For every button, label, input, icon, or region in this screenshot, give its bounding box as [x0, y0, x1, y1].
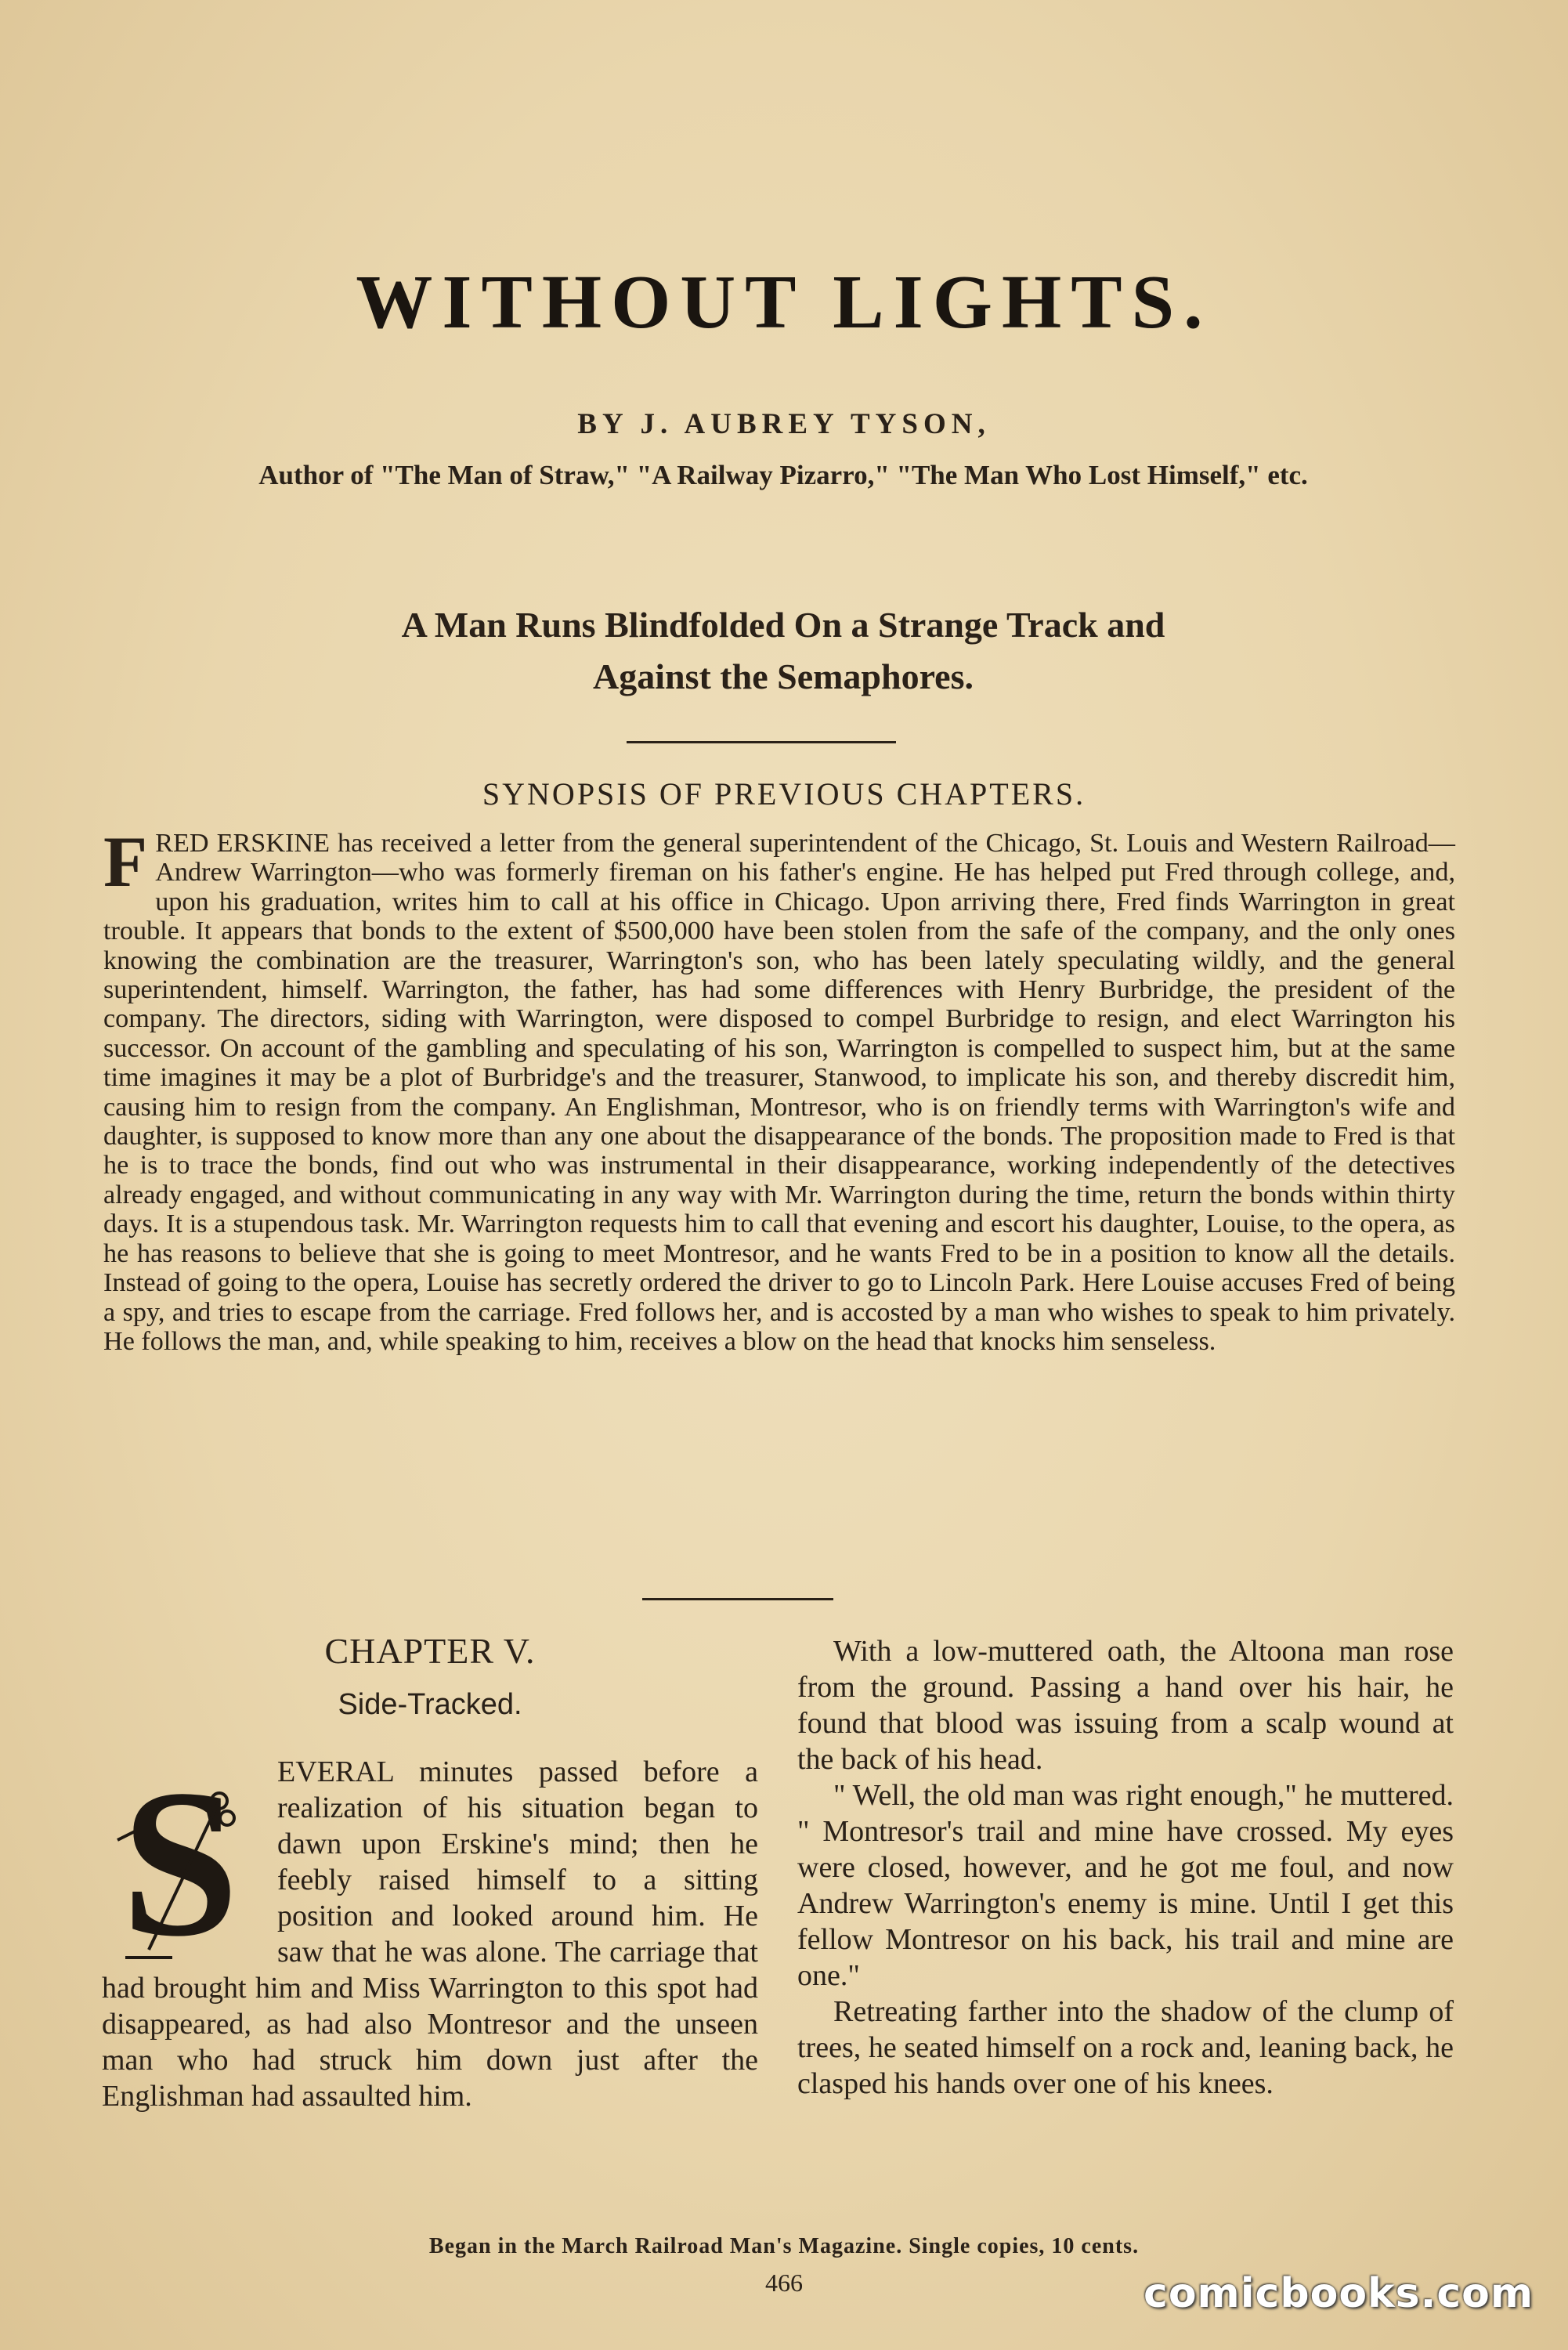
chapter-paragraph-1: EVERAL minutes passed before a realization of his situation began to dawn upon Erskine's mind; then he feebly raised himself to a sitting position and looked around him. He saw that he was alone. The carriage that had brought him and Miss Warrington to this spot had disappeared, as had also Montresor and the unseen man who had struck him down just after the Englishman had assaulted him.	[102, 1755, 758, 2113]
chapter-heading: CHAPTER V.	[324, 1631, 536, 1671]
chapter-paragraph-4: Retreating farther into the shadow of the clump of trees, he seated himself on a rock and, leaning back, he clasped his hands over one of his knees.	[797, 1995, 1454, 2100]
column-right	[797, 1633, 1454, 2102]
synopsis-text: RED ERSKINE has received a letter from the general superintendent of the Chicago, St. Louis and Western Railroad—Andrew Warrington—who was formerly fireman on his father's engine. He has helped put Fred through college, and, upon his graduation, writes him to call at his office in Chicago. Upon arriving there, Fred finds Warrington in great trouble. It appears that bonds to the extent of $500,000 have been stolen from the safe of the company, and the only ones knowing the combination are the treasurer, Warrington's son, who has been lately speculating wildly, and the general superintendent, himself. Warrington, the father, has had some differences with Henry Burbridge, the president of the company. The directors, siding with Warrington, were disposed to compel Burbridge to resign, and elect Warrington his successor. On account of the gambling and speculating of his son, Warrington is compelled to suspect him, but at the same time imagines it may be a plot of Burbridge's and the treasurer, Stanwood, to implicate his son, and thereby discredit him, causing him to resign from the company. An Englishman, Montresor, who is on friendly terms with Warrington's wife and daughter, is supposed to know more than any one about the disappearance of the bonds. The proposition made to Fred is that he is to trace the bonds, find out who was instrumental in their disappearance, working independently of the detectives already engaged, and without communicating in any way with Mr. Warrington during the time, return the bonds within thirty days. It is a stupendous task. Mr. Warrington requests him to call that evening and escort his daughter, Louise, to the opera, as he has reasons to believe that she is going to meet Montresor, and he wants Fred to be in a position to know all the details. Instead of going to the opera, Louise has secretly ordered the driver to go to Lincoln Park. Here Louise accuses Fred of being a spy, and tries to escape from the carriage. Fred follows her, and is accosted by a man who wishes to speak to him privately. He follows the man, and, while speaking to him, receives a blow on the head that knocks him senseless.	[103, 829, 1455, 1356]
author-credits: Author of "The Man of Straw," "A Railway Pizarro," "The Man Who Lost Himself," etc.	[258, 460, 1308, 490]
chapter-subtitle: Side-Tracked.	[338, 1688, 522, 1721]
drop-cap-letter: S	[121, 1754, 240, 1965]
byline: BY J. AUBREY TYSON,	[577, 408, 991, 440]
page-footer-note: Began in the March Railroad Man's Magazine. Single copies, 10 cents.	[428, 2234, 1140, 2258]
page-number: 466	[765, 2269, 803, 2297]
chapter-paragraph-3: " Well, the old man was right enough," he muttered. " Montresor's trail and mine have crossed. My eyes were closed, however, and he got me foul, and now Andrew Warrington's enemy is mine. Until I get this fellow Montresor on his back, his trail and mine are one."	[797, 1779, 1454, 1992]
synopsis-drop-cap: F	[103, 822, 148, 902]
synopsis-heading: SYNOPSIS OF PREVIOUS CHAPTERS.	[482, 776, 1086, 812]
divider-rule-bottom	[642, 1598, 833, 1600]
chapter-paragraph-2: With a low-muttered oath, the Altoona man rose from the ground. Passing a hand over his hair, he found that blood was issuing from a scalp wound at the back of his head.	[797, 1635, 1454, 1776]
ornamental-drop-cap-s	[102, 1754, 266, 1965]
story-subheading: A Man Runs Blindfolded On a Strange Track and Against the Semaphores.	[401, 605, 1165, 696]
story-title: WITHOUT LIGHTS.	[356, 260, 1212, 345]
column-left	[102, 1633, 758, 2114]
synopsis-paragraph	[103, 822, 1455, 1356]
site-watermark: comicbooks.com	[1143, 2270, 1534, 2317]
divider-rule-top	[627, 741, 896, 743]
